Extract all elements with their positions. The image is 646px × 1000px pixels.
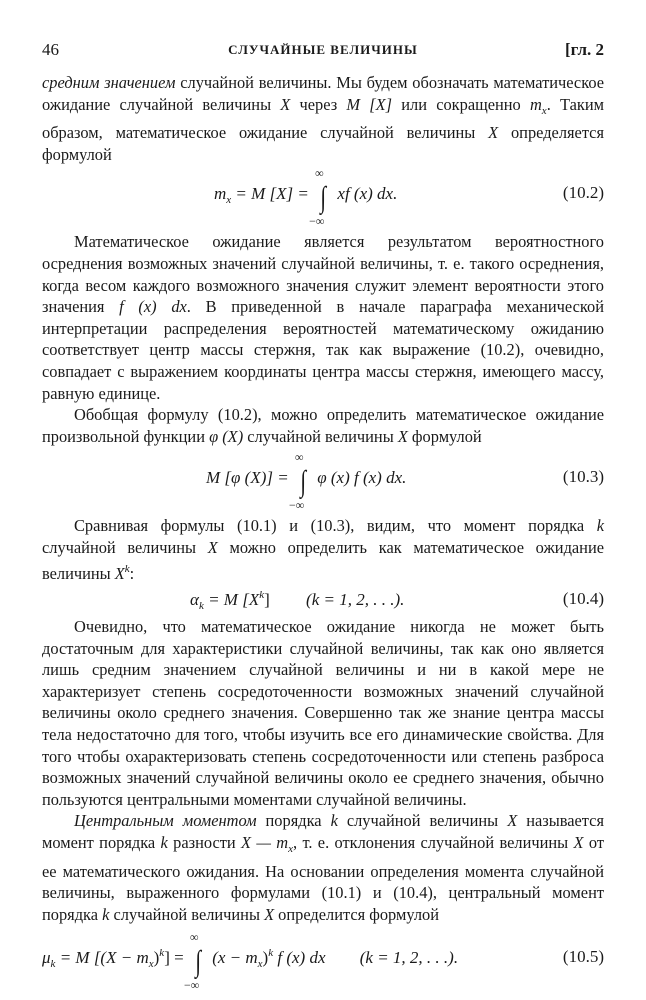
text: определится формулой	[274, 904, 439, 924]
equation-number: (10.3)	[562, 467, 604, 487]
text: называется момент порядка	[42, 811, 604, 853]
math-var: m	[214, 184, 227, 204]
math-expr: f (x) dx	[273, 948, 326, 968]
math-expr: X — m	[241, 833, 289, 853]
math-superscript: k	[159, 947, 165, 960]
math-var: X	[397, 426, 408, 446]
text: от ее математического ожидания. На основании определения момента случайной величины, выраженного формулами (10.1) и (10.4), центральный момент порядка	[42, 833, 604, 924]
math-subscript: x	[541, 104, 547, 117]
math-var: X	[264, 904, 275, 924]
formula-10-2	[42, 165, 604, 229]
formula-10-5	[42, 925, 604, 993]
paragraph-5: Очевидно, что математическое ожидание никогда не может быть достаточным для характеристики случайной величины, так как оно является лишь средним значением случайной величины и ни в какой мере не характеризует степень сосредоточенности возможных значений случайной величины около среднего значения. Совершенно так же знание центра массы тела недостаточно для того, чтобы изучить все его динамические свойства. Для того чтобы охарактеризовать степень сосредоточенности или степень разброса возможных значений случайной величины около ее среднего значения, обычно пользуются центральными моментами случайной величины.	[42, 617, 604, 809]
book-page	[42, 36, 605, 993]
math-superscript: k	[268, 947, 274, 960]
integral-sign: ∞ ∫ −∞	[183, 930, 201, 993]
math-var: k	[160, 833, 168, 853]
running-header	[42, 36, 604, 62]
paragraph-2	[42, 231, 604, 404]
math-superscript: k	[259, 589, 265, 602]
integral-lower-limit: −∞	[309, 214, 325, 229]
formula-10-4	[42, 584, 604, 614]
math-var: X	[507, 811, 518, 831]
math-var: k	[330, 811, 338, 831]
math-subscript: k	[198, 600, 204, 613]
text: случайной величины	[337, 811, 508, 831]
math-expr: ] =	[164, 948, 188, 968]
math-var: X	[280, 94, 291, 114]
text: формулой	[407, 426, 482, 446]
math-var: k	[102, 904, 110, 924]
math-subscript: k	[50, 958, 56, 971]
math-expr: = M [X	[203, 590, 260, 610]
math-expr: ]	[264, 590, 270, 610]
term-central-moment: Центральным моментом	[74, 811, 257, 831]
paragraph-4	[42, 515, 604, 584]
math-expr: )	[153, 948, 160, 968]
text: определяется формулой	[42, 123, 604, 164]
paragraph-3	[42, 404, 604, 447]
math-var: m	[529, 94, 542, 114]
term-mean-value: средним значением	[42, 73, 176, 92]
text: , т. е. отклонения случайной величины	[293, 833, 574, 853]
math-condition: (k = 1, 2, . . .).	[359, 948, 459, 968]
math-var: μ	[42, 948, 51, 968]
integral-upper-limit: ∞	[189, 930, 199, 945]
text: :	[129, 563, 135, 583]
math-expr: M [φ (X)] =	[206, 468, 293, 488]
integral-sign: ∞ ∫ −∞	[288, 450, 306, 513]
math-expr: (x − m	[212, 948, 258, 968]
text: можно определить как математическое ожидание величины	[42, 537, 604, 583]
text: Математическое ожидание является результатом вероятностного осреднения возможных значений случайной величины, т. е. такого осреднения, когда весом каждого возможного значения служит элемент вероятности этого значения	[42, 232, 604, 317]
math-expr: = M [(X − m	[55, 948, 149, 968]
math-expr: )	[262, 948, 269, 968]
math-var: X	[207, 537, 218, 557]
equation-number: (10.2)	[562, 183, 604, 203]
paragraph-1	[42, 72, 604, 165]
math-expr: f (x) dx	[119, 297, 187, 317]
math-subscript: x	[257, 958, 263, 971]
math-expr: = M [X] =	[231, 184, 314, 204]
text: . В приведенной в начале параграфа механической интерпретации распределения вероятностей математическому ожиданию соответствует центр массы стержня, так как выражение (10.2), очевидно, совпадает с выражением координаты центра массы стержня, имеющего массу, равную единице.	[42, 297, 604, 403]
text: случайной величины. Мы будем обозначать математическое ожидание случайной величины	[42, 73, 605, 114]
paragraph-6	[42, 810, 604, 925]
math-var: X	[573, 833, 584, 853]
text: Сравнивая формулы (10.1) и (10.3), видим, что момент порядка	[74, 516, 597, 536]
integral-lower-limit: −∞	[288, 498, 305, 513]
integral-lower-limit: −∞	[183, 978, 200, 993]
text: или сокращенно	[392, 94, 530, 114]
formula-10-3	[42, 447, 604, 513]
text: разности	[167, 833, 242, 853]
math-subscript: x	[148, 958, 154, 971]
page-number: 46	[42, 40, 59, 59]
text: случайной величины	[243, 426, 398, 446]
math-subscript: x	[288, 843, 294, 856]
running-title: СЛУЧАЙНЫЕ ВЕЛИЧИНЫ	[228, 42, 418, 57]
math-var: X	[114, 563, 125, 583]
integral-sign: ∞ ∫ −∞	[309, 166, 327, 229]
math-subscript: x	[226, 194, 232, 207]
math-condition: (k = 1, 2, . . .).	[306, 590, 405, 610]
math-var: k	[596, 516, 604, 536]
equation-number: (10.5)	[562, 947, 604, 967]
text: Обобщая формулу (10.2), можно определить математическое ожидание произвольной функции	[42, 405, 604, 446]
text: порядка	[256, 811, 331, 831]
text: случайной величины	[109, 904, 265, 924]
math-expr: xf (x) dx.	[337, 184, 398, 204]
section-marker: [гл. 2	[564, 40, 604, 59]
integral-upper-limit: ∞	[294, 450, 304, 465]
math-expr: M [X]	[346, 94, 393, 114]
text: через	[290, 94, 347, 114]
math-expr: φ (X)	[209, 426, 244, 446]
text: . Таким образом, математическое ожидание случайной величины	[42, 94, 604, 143]
math-var: X	[488, 123, 499, 143]
math-var: α	[190, 590, 199, 610]
math-expr: φ (x) f (x) dx.	[317, 468, 407, 488]
math-superscript: k	[124, 562, 130, 575]
equation-number: (10.4)	[562, 589, 604, 609]
text: случайной величины	[42, 537, 208, 557]
integral-upper-limit: ∞	[315, 166, 324, 181]
